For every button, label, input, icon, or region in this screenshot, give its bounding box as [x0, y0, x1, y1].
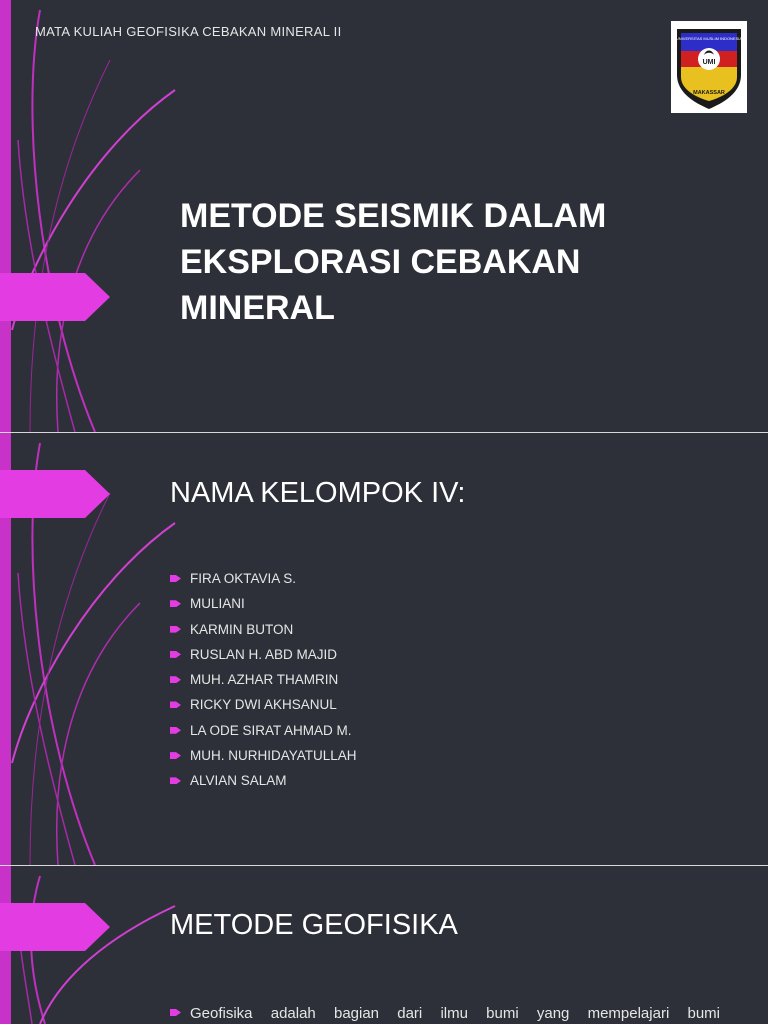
member-name: RICKY DWI AKHSANUL	[190, 697, 337, 713]
decorative-curves	[0, 0, 200, 432]
members-heading: NAMA KELOMPOK IV:	[170, 477, 466, 509]
bullet-arrow-icon	[170, 777, 181, 784]
bullet-arrow-icon	[170, 600, 181, 607]
main-title-line-2: EKSPLORASI CEBAKAN	[180, 243, 581, 281]
main-title-line-1: METODE SEISMIK DALAM	[180, 197, 607, 235]
main-title	[180, 193, 720, 331]
list-item	[170, 743, 357, 768]
bullet-arrow-icon	[170, 676, 181, 683]
bullet-arrow-icon	[170, 752, 181, 759]
member-list	[170, 566, 357, 794]
list-item	[170, 667, 357, 692]
university-logo	[671, 21, 747, 113]
member-name: LA ODE SIRAT AHMAD M.	[190, 722, 352, 738]
list-item	[170, 692, 357, 717]
list-item	[170, 566, 357, 591]
member-name: FIRA OKTAVIA S.	[190, 571, 297, 586]
member-name: ALVIAN SALAM	[190, 773, 287, 789]
bullet-arrow-icon	[170, 727, 181, 734]
university-emblem-icon	[671, 21, 747, 113]
geophysics-heading: METODE GEOFISIKA	[170, 909, 458, 941]
member-name: MUH. NURHIDAYATULLAH	[190, 748, 357, 764]
bullet-arrow-icon	[170, 651, 181, 658]
member-name: RUSLAN H. ABD MAJID	[190, 646, 338, 662]
bullet-arrow-icon	[170, 626, 181, 633]
list-item	[170, 768, 357, 793]
logo-top-text: UNIVERSITAS MUSLIM INDONESIA	[675, 36, 743, 41]
logo-letters: UMI	[702, 59, 716, 66]
member-name: KARMIN BUTON	[190, 621, 294, 637]
bullet-arrow-icon	[170, 575, 181, 582]
list-item	[170, 591, 357, 616]
bullet-arrow-icon	[170, 701, 181, 708]
title-slide	[0, 0, 768, 432]
member-name: MUH. AZHAR THAMRIN	[190, 672, 339, 688]
members-slide	[0, 433, 768, 865]
member-name: MULIANI	[190, 596, 245, 612]
list-item	[170, 642, 357, 667]
course-header: MATA KULIAH GEOFISIKA CEBAKAN MINERAL II	[35, 24, 342, 39]
logo-bottom-text: MAKASSAR	[693, 90, 725, 96]
main-title-line-3: MINERAL	[180, 289, 335, 327]
list-item	[170, 718, 357, 743]
geophysics-paragraph: Geofisika adalah bagian dari ilmu bumi yang mempelajari bumi	[190, 1005, 720, 1022]
list-item	[170, 617, 357, 642]
geophysics-slide	[0, 866, 768, 1024]
